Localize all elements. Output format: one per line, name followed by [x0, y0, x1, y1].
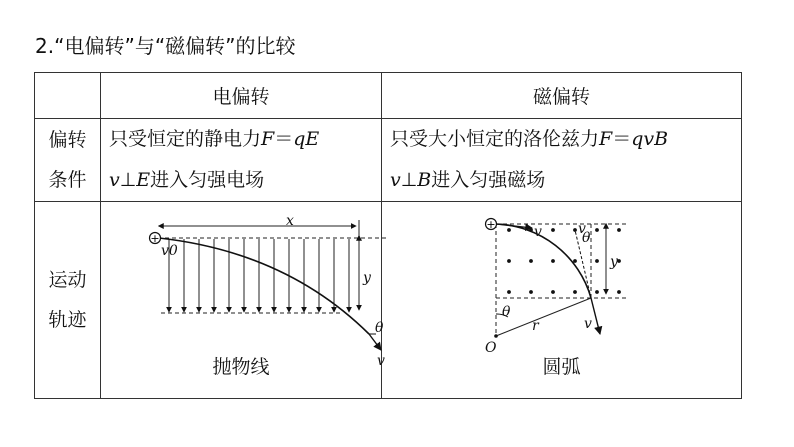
magnetic-condition-line2 — [390, 160, 741, 201]
condition-label-line1: 偏转 — [48, 129, 87, 151]
bfield-dot — [529, 290, 533, 294]
bfield-dot — [507, 228, 511, 232]
efield-lines — [169, 239, 349, 312]
bfield-dot — [551, 228, 555, 232]
center-point — [494, 334, 498, 338]
symbol-b: B — [417, 169, 432, 191]
formula-qe: qE — [293, 128, 320, 150]
perp-symbol: ⊥ — [400, 169, 418, 191]
parabola-caption: 抛物线 — [212, 356, 270, 378]
electric-condition-line1 — [109, 119, 381, 160]
label-theta-top: θ — [582, 230, 591, 246]
charge-label: + — [150, 232, 160, 245]
bfield-dot — [529, 259, 533, 263]
label-theta: θ — [375, 320, 384, 336]
charge-label: + — [486, 218, 496, 231]
formula-f: F — [599, 128, 613, 150]
electric-field-text: 进入匀强电场 — [150, 169, 265, 191]
label-x: x — [286, 213, 294, 229]
label-v-end: v — [584, 316, 592, 332]
trajectory-label-line2: 轨迹 — [48, 309, 87, 331]
formula-equals: ＝ — [274, 128, 294, 150]
start-velocity-arrow — [496, 224, 532, 228]
bfield-dot — [573, 290, 577, 294]
label-theta-center: θ — [502, 304, 511, 320]
lorentz-force-text: 只受大小恒定的洛伦兹力 — [390, 128, 600, 150]
label-v0: v0 — [161, 243, 178, 259]
bfield-dot — [551, 290, 555, 294]
electric-force-text: 只受恒定的静电力 — [109, 128, 262, 150]
bfield-dots — [507, 228, 621, 294]
label-v: v — [377, 353, 385, 369]
bfield-dot — [595, 228, 599, 232]
header-magnetic-deflection: 磁偏转 — [382, 73, 742, 119]
trajectory-label-line1: 运动 — [48, 269, 87, 291]
header-electric-deflection: 电偏转 — [101, 73, 382, 119]
arc-caption: 圆弧 — [542, 356, 581, 378]
header-row — [35, 73, 742, 119]
symbol-e: E — [136, 169, 151, 191]
formula-f: F — [261, 128, 275, 150]
bfield-dot — [507, 290, 511, 294]
label-v-start: v — [534, 224, 542, 240]
header-cell-empty — [35, 73, 101, 119]
condition-label-line2: 条件 — [48, 169, 87, 191]
trajectory-row — [35, 202, 742, 399]
magnetic-condition-line1 — [390, 119, 741, 160]
heading-number: 2. — [35, 34, 55, 58]
magnetic-trajectory-cell — [382, 202, 742, 399]
label-y: y — [610, 254, 618, 270]
electric-condition-cell — [101, 119, 382, 202]
bfield-dot — [595, 259, 599, 263]
trajectory-row-label — [35, 202, 101, 399]
perp-symbol: ⊥ — [119, 169, 137, 191]
formula-equals: ＝ — [612, 128, 632, 150]
symbol-v: v — [109, 169, 120, 191]
magnetic-condition-cell — [382, 119, 742, 202]
exit-velocity-arrow — [369, 334, 381, 350]
label-r: r — [532, 318, 539, 334]
bfield-dot — [617, 290, 621, 294]
bfield-dot — [595, 290, 599, 294]
exit-velocity-arrow — [591, 298, 600, 334]
label-v-top: v — [578, 221, 586, 237]
parabola-path — [159, 238, 369, 334]
bfield-dot — [551, 259, 555, 263]
bfield-dot — [507, 259, 511, 263]
section-heading — [35, 31, 296, 61]
symbol-v: v — [390, 169, 401, 191]
label-o: O — [485, 340, 497, 356]
comparison-table — [34, 72, 742, 399]
condition-row — [35, 119, 742, 202]
bfield-dot — [617, 228, 621, 232]
formula-qvb: qvB — [631, 128, 669, 150]
magnetic-field-text: 进入匀强磁场 — [431, 169, 546, 191]
label-y: y — [363, 270, 371, 286]
heading-text: “电偏转”与“磁偏转”的比较 — [54, 34, 296, 58]
condition-row-label — [35, 119, 101, 202]
electric-condition-line2 — [109, 160, 381, 201]
electric-trajectory-cell — [101, 202, 385, 399]
